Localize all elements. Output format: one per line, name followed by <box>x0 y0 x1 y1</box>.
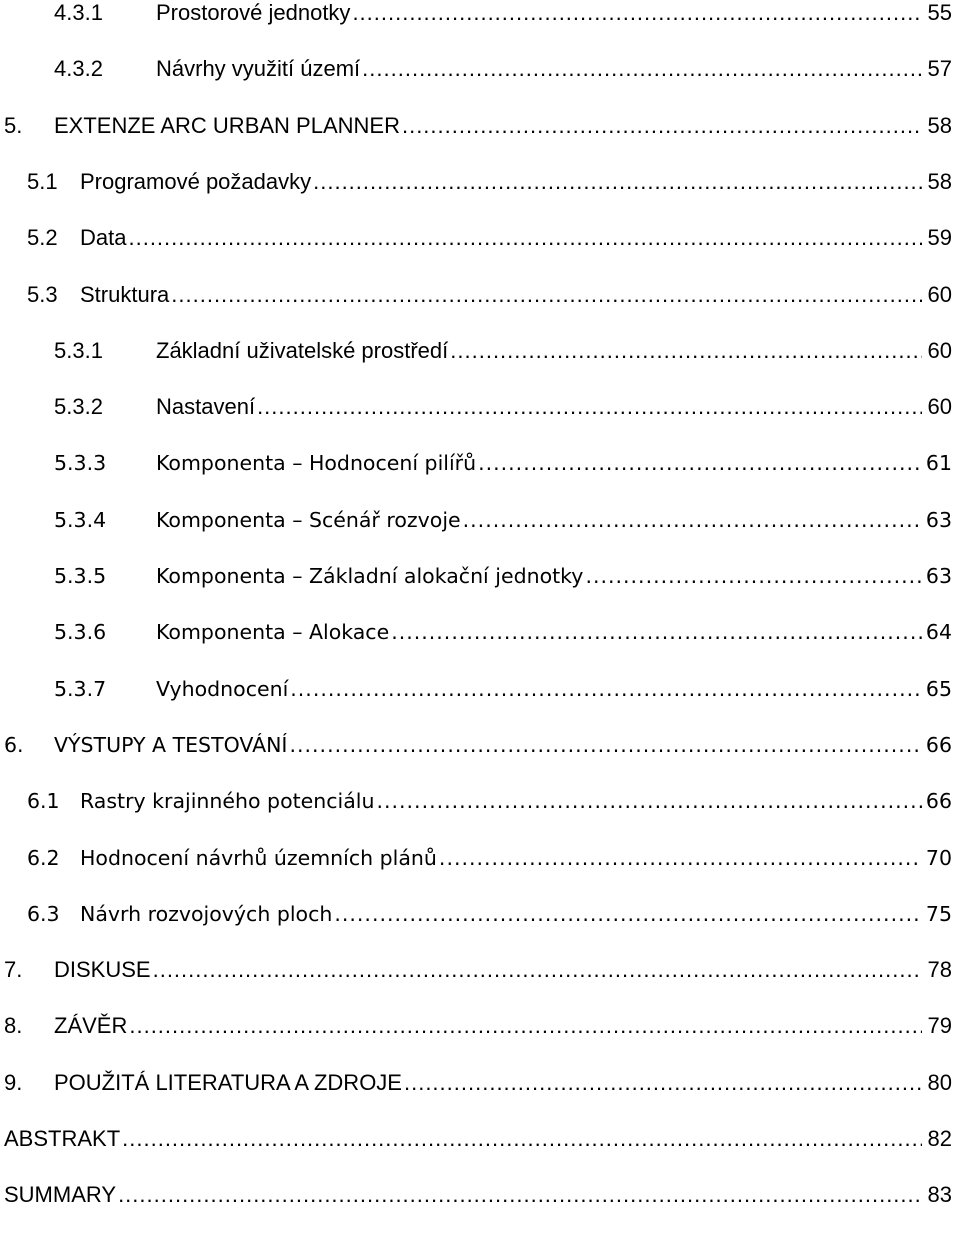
toc-entry-number: 6.1 <box>27 789 60 814</box>
toc-entry[interactable] <box>0 445 960 481</box>
toc-entry-page-number: 80 <box>927 1069 952 1095</box>
toc-dot-leader <box>153 952 922 988</box>
toc-entry-number: 5.3.7 <box>54 676 107 701</box>
toc-dot-leader <box>585 558 921 594</box>
toc-dot-leader <box>118 1177 922 1213</box>
toc-entry-title: Rastry krajinného potenciálu <box>80 789 375 814</box>
toc-entry-title: ABSTRAKT <box>4 1126 121 1151</box>
toc-dot-leader <box>313 164 922 200</box>
toc-entry-number: 5.2 <box>27 225 58 251</box>
toc-entry-page-number: 63 <box>925 564 952 588</box>
toc-dot-leader <box>402 108 922 144</box>
toc-entry-page-number: 75 <box>925 901 952 926</box>
toc-dot-leader <box>376 783 921 819</box>
toc-entry[interactable] <box>0 727 960 763</box>
toc-dot-leader <box>362 51 922 87</box>
toc-entry-number: 4.3.2 <box>54 56 103 82</box>
toc-entry-page-number: 66 <box>925 789 952 814</box>
toc-dot-leader <box>128 220 922 256</box>
toc-entry[interactable] <box>0 502 960 538</box>
toc-entry-title: Návrh rozvojových ploch <box>80 901 333 926</box>
toc-entry-number: 5.1 <box>27 168 58 194</box>
toc-entry-page-number: 58 <box>927 168 952 194</box>
toc-entry-title: Komponenta – Alokace <box>156 620 390 645</box>
toc-dot-leader <box>391 614 922 650</box>
toc-entry-page-number: 63 <box>925 507 952 532</box>
toc-entry[interactable] <box>0 108 960 144</box>
toc-entry-number: 7. <box>4 957 23 983</box>
toc-entry-number: 8. <box>4 1013 23 1039</box>
toc-entry-title: Vyhodnocení <box>156 676 289 701</box>
toc-entry-number: 4.3.1 <box>54 0 103 25</box>
toc-entry-title: Prostorové jednotky <box>156 0 351 25</box>
toc-dot-leader <box>334 896 922 932</box>
toc-entry-page-number: 78 <box>927 957 952 983</box>
toc-entry[interactable] <box>0 0 960 31</box>
toc-entry[interactable] <box>0 389 960 425</box>
toc-entry[interactable] <box>0 783 960 819</box>
toc-entry[interactable] <box>0 1065 960 1101</box>
toc-entry-page-number: 59 <box>927 225 952 251</box>
toc-entry-number: 6. <box>4 732 24 757</box>
toc-entry-number: 5.3.6 <box>54 620 107 645</box>
toc-dot-leader <box>450 333 922 369</box>
toc-dot-leader <box>404 1065 922 1101</box>
toc-entry[interactable] <box>0 333 960 369</box>
toc-entry-page-number: 58 <box>927 112 952 138</box>
toc-entry[interactable] <box>0 952 960 988</box>
toc-entry[interactable] <box>0 51 960 87</box>
toc-dot-leader <box>352 0 922 31</box>
toc-entry[interactable] <box>0 1008 960 1044</box>
toc-entry-number: 6.2 <box>27 845 60 870</box>
toc-entry-number: 9. <box>4 1069 23 1095</box>
toc-entry-number: 5. <box>4 112 23 138</box>
toc-entry-page-number: 61 <box>925 451 952 476</box>
toc-entry-page-number: 65 <box>925 676 952 701</box>
toc-entry-title: Komponenta – Hodnocení pilířů <box>156 451 477 476</box>
toc-entry[interactable] <box>0 896 960 932</box>
toc-entry-page-number: 55 <box>927 0 952 25</box>
toc-entry-page-number: 60 <box>927 281 952 307</box>
toc-dot-leader <box>129 1008 922 1044</box>
toc-entry-page-number: 64 <box>925 620 952 645</box>
toc-entry[interactable] <box>0 1177 960 1213</box>
toc-dot-leader <box>257 389 922 425</box>
toc-entry-title: Data <box>80 225 127 251</box>
toc-entry[interactable] <box>0 164 960 200</box>
toc-dot-leader <box>290 671 922 707</box>
toc-entry[interactable] <box>0 1121 960 1157</box>
toc-entry-number: 5.3.1 <box>54 337 103 363</box>
toc-entry-page-number: 66 <box>925 732 952 757</box>
toc-entry-title: SUMMARY <box>4 1182 117 1208</box>
toc-entry-page-number: 70 <box>925 845 952 870</box>
toc-entry-title: Komponenta – Základní alokační jednotky <box>156 564 584 588</box>
toc-dot-leader <box>289 727 921 763</box>
toc-entry-title: EXTENZE ARC URBAN PLANNER <box>54 112 400 138</box>
toc-dot-leader <box>171 277 922 313</box>
toc-entry-number: 5.3.3 <box>54 451 107 476</box>
toc-entry-page-number: 83 <box>927 1182 952 1208</box>
toc-entry-page-number: 60 <box>927 394 952 420</box>
toc-entry-page-number: 57 <box>927 56 952 82</box>
toc-entry-title: Programové požadavky <box>80 168 312 194</box>
toc-entry-number: 5.3 <box>27 281 58 307</box>
toc-entry-title: VÝSTUPY A TESTOVÁNÍ <box>54 732 288 757</box>
toc-dot-leader <box>463 502 922 538</box>
toc-entry-page-number: 60 <box>927 337 952 363</box>
toc-entry[interactable] <box>0 614 960 650</box>
toc-dot-leader <box>478 445 922 481</box>
toc-entry-number: 5.3.5 <box>54 564 107 588</box>
toc-entry-page-number: 79 <box>927 1013 952 1039</box>
toc-entry-title: Nastavení <box>156 394 256 420</box>
toc-entry-number: 5.3.2 <box>54 394 103 420</box>
toc-entry-number: 5.3.4 <box>54 507 107 532</box>
toc-entry[interactable] <box>0 558 960 594</box>
toc-dot-leader <box>122 1121 922 1157</box>
toc-entry-title: DISKUSE <box>54 957 151 983</box>
toc-entry-title: ZÁVĚR <box>54 1013 128 1039</box>
toc-entry-page-number: 82 <box>927 1126 952 1151</box>
toc-entry-number: 6.3 <box>27 901 60 926</box>
toc-entry[interactable] <box>0 277 960 313</box>
toc-entry-title: Struktura <box>80 281 170 307</box>
toc-entry-title: Komponenta – Scénář rozvoje <box>156 507 461 532</box>
toc-entry-title: Základní uživatelské prostředí <box>156 337 449 363</box>
toc-entry[interactable] <box>0 671 960 707</box>
toc-dot-leader <box>439 840 922 876</box>
toc-entry[interactable] <box>0 840 960 876</box>
toc-entry-title: POUŽITÁ LITERATURA A ZDROJE <box>54 1069 402 1095</box>
toc-entry-title: Návrhy využití území <box>156 56 361 82</box>
toc-entry-title: Hodnocení návrhů územních plánů <box>80 845 437 870</box>
toc-entry[interactable] <box>0 220 960 256</box>
